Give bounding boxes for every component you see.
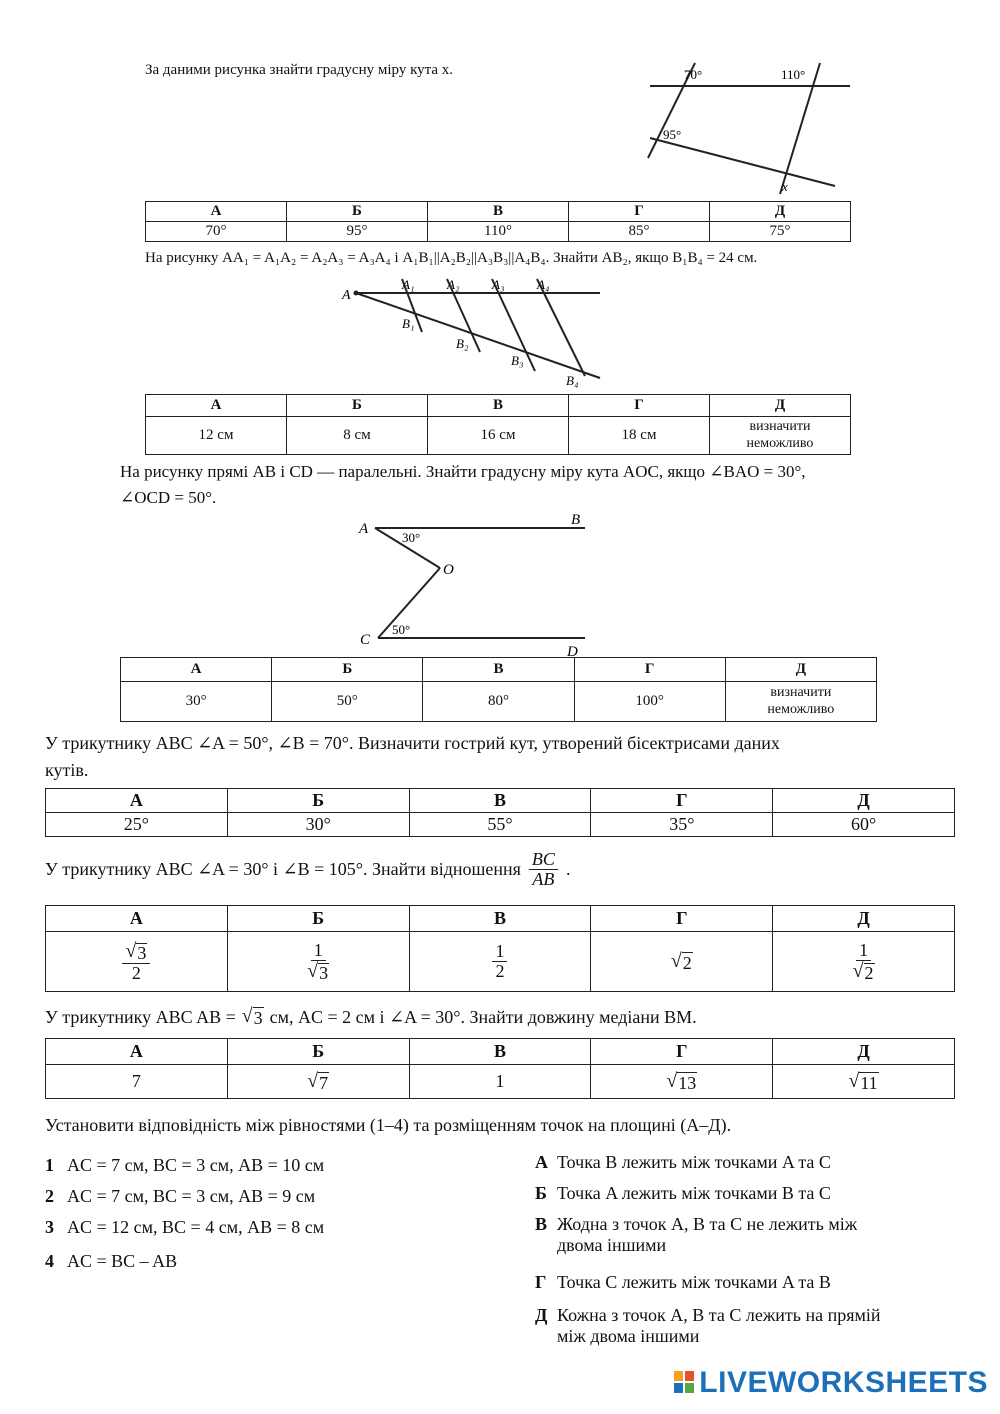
q5-fraction bbox=[529, 850, 558, 889]
q6-header-e: Д bbox=[773, 1039, 955, 1065]
q6-answer-b[interactable]: √ 7 bbox=[227, 1065, 409, 1099]
q1-label-x: x bbox=[782, 179, 788, 194]
q4-answer-e[interactable]: 60° bbox=[773, 813, 955, 837]
q5-header-b: Б bbox=[227, 906, 409, 932]
q6-header-b: Б bbox=[227, 1039, 409, 1065]
q7-right-letter-b: Б bbox=[535, 1183, 547, 1203]
q1-label-95: 95° bbox=[663, 127, 682, 142]
q3-text-line2: ∠OCD = 50°. bbox=[120, 488, 217, 507]
q5-fraction-den: AB bbox=[532, 868, 555, 889]
q5-answer-b[interactable]: 1 √ 3 bbox=[227, 932, 409, 992]
q2-header-a: А bbox=[146, 395, 287, 417]
q1-header-a: А bbox=[146, 202, 287, 222]
q7-right-item-e[interactable]: Д Кожна з точок A, B та C лежить на прямій між двома іншими bbox=[535, 1305, 881, 1346]
liveworksheets-logo-icon bbox=[673, 1369, 695, 1395]
q7-left-item-2[interactable]: 2 AC = 7 см, BC = 3 см, AB = 9 см bbox=[45, 1186, 316, 1206]
q7-right-letter-e: Д bbox=[535, 1305, 548, 1325]
q5-answer-a-den: 2 bbox=[131, 962, 141, 983]
q6-radical: 3 bbox=[253, 1008, 263, 1028]
q4-answer-c[interactable]: 55° bbox=[409, 813, 591, 837]
q2-header-d: Г bbox=[569, 395, 710, 417]
q3-text-line1: На рисунку прямі AB і CD — паралельні. Знайти градусну міру кута AOC, якщо ∠BAO = 30°, bbox=[120, 462, 806, 481]
q7-left-item-3[interactable]: 3 AC = 12 см, BC = 4 см, AB = 8 см bbox=[45, 1217, 325, 1237]
q6-question: У трикутнику ABC AB = √ 3 см, AC = 2 см і ∠A = 30°. Знайти довжину медіани BM. bbox=[45, 1005, 697, 1028]
q2-header-b: Б bbox=[287, 395, 428, 417]
q6-text-part2: см, AC = 2 см і ∠A = 30°. Знайти довжину медіани BM. bbox=[269, 1006, 697, 1027]
q7-left-num-2: 2 bbox=[45, 1186, 54, 1206]
q5-answer-c-num: 1 bbox=[492, 942, 507, 962]
q2-label-A1: A₁ bbox=[402, 277, 415, 292]
q6-answer-a[interactable]: 7 bbox=[46, 1065, 228, 1099]
q3-answer-e-line1: визначити bbox=[770, 684, 832, 700]
q2-answer-e-line1: визначити bbox=[749, 418, 811, 434]
q7-left-num-3: 3 bbox=[45, 1217, 54, 1237]
q2-answer-a[interactable]: 12 см bbox=[146, 417, 287, 455]
q7-right-item-d[interactable]: Г Точка C лежить між точками A та B bbox=[535, 1272, 831, 1292]
q3-answer-b[interactable]: 50° bbox=[272, 682, 423, 722]
q2-label-B4: B₄ bbox=[566, 373, 579, 388]
q5-answer-b-num: 1 bbox=[311, 941, 326, 961]
q5-header-c: В bbox=[409, 906, 591, 932]
q2-answer-c[interactable]: 16 см bbox=[428, 417, 569, 455]
q7-right-letter-c: В bbox=[535, 1214, 548, 1234]
q2-figure bbox=[340, 274, 620, 389]
q6-answer-table bbox=[45, 1038, 955, 1099]
q1-figure bbox=[630, 58, 870, 198]
q1-header-d: Г bbox=[569, 202, 710, 222]
q6-answer-d-val: 13 bbox=[678, 1072, 697, 1093]
q3-label-O: O bbox=[443, 562, 454, 578]
q3-label-50: 50° bbox=[392, 622, 411, 637]
q2-label-B2: B₂ bbox=[456, 336, 469, 351]
q2-header-c: В bbox=[428, 395, 569, 417]
q4-answer-d[interactable]: 35° bbox=[591, 813, 773, 837]
q5-answer-e-den: 2 bbox=[864, 962, 874, 983]
q7-left-num-4: 4 bbox=[45, 1251, 54, 1271]
q3-answer-e[interactable] bbox=[725, 682, 876, 722]
q2-header-e: Д bbox=[710, 395, 851, 417]
q2-label-B3: B₃ bbox=[511, 353, 524, 368]
q6-answer-b-val: 7 bbox=[319, 1072, 329, 1093]
q4-answer-b[interactable]: 30° bbox=[227, 813, 409, 837]
q7-left-num-1: 1 bbox=[45, 1155, 54, 1175]
q5-header-d: Г bbox=[591, 906, 773, 932]
q5-answer-e[interactable]: 1 √ 2 bbox=[773, 932, 955, 992]
q4-header-c: В bbox=[409, 789, 591, 813]
q3-answer-a[interactable]: 30° bbox=[121, 682, 272, 722]
q5-answer-b-den: 3 bbox=[319, 962, 329, 983]
q4-header-d: Г bbox=[591, 789, 773, 813]
q1-answer-e[interactable]: 75° bbox=[710, 222, 851, 242]
q4-answer-table bbox=[45, 788, 955, 837]
q4-header-e: Д bbox=[773, 789, 955, 813]
q6-header-c: В bbox=[409, 1039, 591, 1065]
q5-answer-e-num: 1 bbox=[856, 941, 871, 961]
q5-question bbox=[45, 850, 570, 889]
q4-text-line1: У трикутнику ABC ∠A = 50°, ∠B = 70°. Визначити гострий кут, утворений бісектрисами даних bbox=[45, 733, 780, 753]
q7-right-item-a[interactable]: А Точка B лежить між точками A та C bbox=[535, 1152, 831, 1172]
q4-header-b: Б bbox=[227, 789, 409, 813]
q5-header-a: А bbox=[46, 906, 228, 932]
q3-label-A: A bbox=[359, 521, 369, 537]
q2-answer-e[interactable] bbox=[710, 417, 851, 455]
q6-answer-d[interactable]: √ 13 bbox=[591, 1065, 773, 1099]
q3-label-30: 30° bbox=[402, 530, 421, 545]
q7-right-letter-d: Г bbox=[535, 1272, 547, 1292]
q2-text: На рисунку AA₁ = A₁A₂ = A₂A₃ = A₃A₄ і A₁B₁||A₂B₂||A₃B₃||A₄B₄. Знайти AB₂, якщо B₁B₄ = 24 см. bbox=[145, 250, 758, 266]
q7-right-letter-a: А bbox=[535, 1152, 548, 1172]
q5-answer-c-den: 2 bbox=[495, 961, 505, 981]
q6-answer-c[interactable]: 1 bbox=[409, 1065, 591, 1099]
q3-answer-table bbox=[120, 657, 877, 722]
q1-header-b: Б bbox=[287, 202, 428, 222]
liveworksheets-brand bbox=[673, 1366, 988, 1400]
q4-header-a: А bbox=[46, 789, 228, 813]
q1-header-e: Д bbox=[710, 202, 851, 222]
q6-header-d: Г bbox=[591, 1039, 773, 1065]
q2-answer-table bbox=[145, 394, 851, 455]
q5-answer-d-val: 2 bbox=[682, 952, 692, 973]
q7-text: Установити відповідність між рівностями (1–4) та розміщенням точок на площині (А–Д). bbox=[45, 1115, 732, 1135]
q3-figure bbox=[355, 508, 615, 658]
q2-answer-d[interactable]: 18 см bbox=[569, 417, 710, 455]
q3-header-e: Д bbox=[725, 658, 876, 682]
q5-answer-a-num: 3 bbox=[137, 942, 147, 963]
q7-right-item-c[interactable]: В Жодна з точок A, B та C не лежить між двома іншими bbox=[535, 1214, 858, 1255]
q1-text: За даними рисунка знайти градусну міру кута x. bbox=[145, 62, 454, 78]
q2-label-A4: A₄ bbox=[537, 277, 550, 292]
q2-answer-e-line2: неможливо bbox=[746, 435, 814, 451]
q6-text-part1: У трикутнику ABC AB = bbox=[45, 1006, 236, 1027]
q3-label-C: C bbox=[360, 632, 371, 648]
q2-answer-b[interactable]: 8 см bbox=[287, 417, 428, 455]
q5-answer-a[interactable]: √ 3 2 bbox=[46, 932, 228, 992]
q5-header-e: Д bbox=[773, 906, 955, 932]
q2-label-A2: A₂ bbox=[447, 277, 460, 292]
q1-answer-b[interactable]: 95° bbox=[287, 222, 428, 242]
q6-answer-e[interactable]: √ 11 bbox=[773, 1065, 955, 1099]
q1-answer-d[interactable]: 85° bbox=[569, 222, 710, 242]
q5-answer-table bbox=[45, 905, 955, 992]
q5-text: У трикутнику ABC ∠A = 30° і ∠B = 105°. Знайти відношення bbox=[45, 858, 521, 879]
q2-label-A: A bbox=[342, 288, 351, 303]
q6-answer-e-val: 11 bbox=[860, 1072, 878, 1093]
q3-answer-e-line2: неможливо bbox=[767, 701, 835, 717]
q7-right-item-b[interactable]: Б Точка A лежить між точками B та C bbox=[535, 1183, 831, 1203]
q4-text-line2: кутів. bbox=[45, 760, 89, 780]
q3-answer-d[interactable]: 100° bbox=[574, 682, 725, 722]
q3-header-c: В bbox=[423, 658, 574, 682]
q6-header-a: А bbox=[46, 1039, 228, 1065]
q1-answer-c[interactable]: 110° bbox=[428, 222, 569, 242]
q3-header-b: Б bbox=[272, 658, 423, 682]
q3-header-a: А bbox=[121, 658, 272, 682]
q1-answer-a[interactable]: 70° bbox=[146, 222, 287, 242]
liveworksheets-text: LIVEWORKSHEETS bbox=[699, 1366, 988, 1399]
q4-answer-a[interactable]: 25° bbox=[46, 813, 228, 837]
q5-fraction-num: BC bbox=[529, 850, 558, 870]
q3-label-B: B bbox=[571, 512, 581, 528]
q1-label-70: 70° bbox=[684, 67, 703, 82]
q3-label-D: D bbox=[567, 644, 578, 660]
q1-header-c: В bbox=[428, 202, 569, 222]
q1-answer-table bbox=[145, 201, 851, 242]
q7-left-item-1[interactable]: 1 AC = 7 см, BC = 3 см, AB = 10 см bbox=[45, 1155, 325, 1175]
q3-answer-c[interactable]: 80° bbox=[423, 682, 574, 722]
q2-label-B1: B₁ bbox=[402, 316, 415, 331]
q5-answer-c[interactable] bbox=[409, 932, 591, 992]
q1-label-110: 110° bbox=[781, 67, 806, 82]
q5-dot: . bbox=[565, 858, 571, 879]
q7-left-item-4[interactable]: 4 AC = BC – AB bbox=[45, 1251, 178, 1271]
q3-header-d: Г bbox=[574, 658, 725, 682]
q2-label-A3: A₃ bbox=[492, 277, 505, 292]
q5-answer-d[interactable]: √ 2 bbox=[591, 932, 773, 992]
